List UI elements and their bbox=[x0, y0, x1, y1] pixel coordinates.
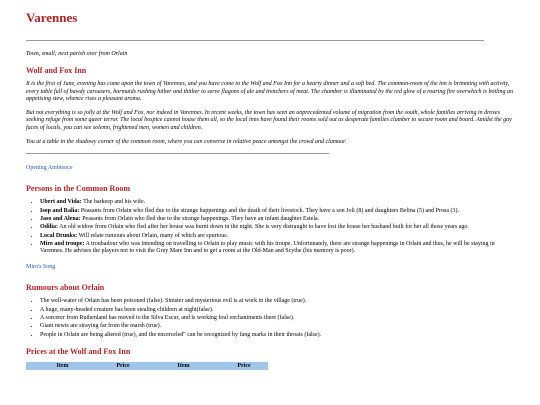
person-desc: Peasants from Orlain who fled due to the strange happenings and the death of their livestock. They have a son Joli (8) and daughters Belina (5) and Prosa (3). bbox=[79, 207, 459, 214]
list-item bbox=[40, 199, 514, 206]
list-item: • A huge, many-headed creature has been stealing children at night(false). bbox=[40, 307, 514, 314]
person-name: Isop and Ralia: bbox=[40, 207, 80, 214]
person-name: Miro and troupe: bbox=[40, 240, 85, 247]
person-desc: Will relate rumours about Orlain, many of which are spurious. bbox=[77, 232, 229, 239]
inn-paragraph-1: It is the first of June, evening has come upon the town of Varennes, and you have come to the Wolf and Fox Inn for a hearty dinner and a soft bed. The common-room of the inn is brimming with activity, every table full of bawdy carousers, barmaids rushing hither and thither to serve flagons of ale and trenchers of meat. The chamber is illuminated by the red glow of a roaring fire overwhich is boiling an appetising stew, whence rises a pleasant aroma. bbox=[26, 81, 514, 102]
persons-heading: Persons in the Common Room bbox=[26, 184, 130, 194]
list-item bbox=[40, 233, 514, 240]
person-name: Odilia: bbox=[40, 224, 59, 231]
person-desc: An old widow from Orlain who fled after her house was burnt down in the night. She is very distraught to have lost the house her husband built for her all those years ago. bbox=[58, 224, 469, 231]
page-title: Varennes bbox=[26, 10, 78, 25]
person-name: Local Drunks: bbox=[40, 232, 78, 239]
rumours-list bbox=[26, 298, 514, 338]
person-desc: Peasants from Orlain who fled due to the strange happenings. They have an infant daughter Estela. bbox=[80, 215, 320, 222]
person-name: Jaso and Alena: bbox=[40, 215, 81, 222]
prices-table bbox=[26, 362, 268, 370]
page-subtitle: Town, small; next parish over from Orlain bbox=[26, 51, 128, 57]
prices-heading: Prices at the Wolf and Fox Inn bbox=[26, 346, 131, 356]
divider bbox=[26, 153, 329, 154]
miros-song-link[interactable]: Miro's Song bbox=[26, 264, 56, 271]
column-header: Price bbox=[220, 362, 268, 370]
column-header: Item bbox=[147, 362, 220, 370]
list-item: • Giant newts are straying far from the marsh (true). bbox=[40, 323, 514, 330]
inn-paragraph-3: You at a table in the shadowy corner of the common room, where you can converse in relative peace amongst the crowd and clamour. bbox=[26, 139, 347, 146]
inn-heading: Wolf and Fox Inn bbox=[26, 66, 87, 76]
list-item bbox=[40, 224, 514, 231]
list-item bbox=[40, 241, 514, 256]
persons-list bbox=[26, 199, 514, 255]
divider bbox=[26, 40, 484, 41]
inn-paragraph-2: But not everything is so jolly at the Wolf and Fox, nor indeed in Varennes. In recent weeks, the town has seen an unprecedented volume of migration from the south, whole families arriving in droves seeking refuge from some queer terror. The local hospice cannot house them all, so the local inns have found their rooms sold out as desperate families clamber to secure room and board. Amidst the gay faces of locals, you can see solemn, frightened men, women and children. bbox=[26, 110, 512, 131]
rumours-heading: Rumours about Orlain bbox=[26, 283, 105, 293]
list-item: • People in Orlain are being altered (true), and the ensorceled" can be recognized by fang marks in their throats (false). bbox=[40, 332, 514, 339]
person-desc: A troubadour who was intending on travelling to Orlain to play music with his troupe. Unfortunately, there are strange happenings in Orlain and thus, he will be staying in Varennes. He advises the players not to visit the Grey Mare Inn and to get a room at the Old-Man and Scythe (his memory is poor). bbox=[40, 240, 495, 255]
list-item: • The well-water of Orlain has been poisoned (false). Sinister and mysterious evil is at work in the village (true). bbox=[40, 298, 514, 305]
column-header: Item bbox=[26, 362, 99, 370]
list-item: • A sorcerer from Ruthenland has moved to the Silva Escur, and is working foul enchantments there (false). bbox=[40, 315, 514, 322]
opening-ambience-link[interactable]: Opening Ambience bbox=[26, 165, 73, 172]
list-item bbox=[40, 208, 514, 215]
column-header: Price bbox=[99, 362, 147, 370]
list-item bbox=[40, 216, 514, 223]
table-header-row bbox=[26, 362, 268, 370]
person-name: Ubert and Vida: bbox=[40, 199, 82, 206]
person-desc: The barkeep and his wife. bbox=[81, 199, 146, 206]
